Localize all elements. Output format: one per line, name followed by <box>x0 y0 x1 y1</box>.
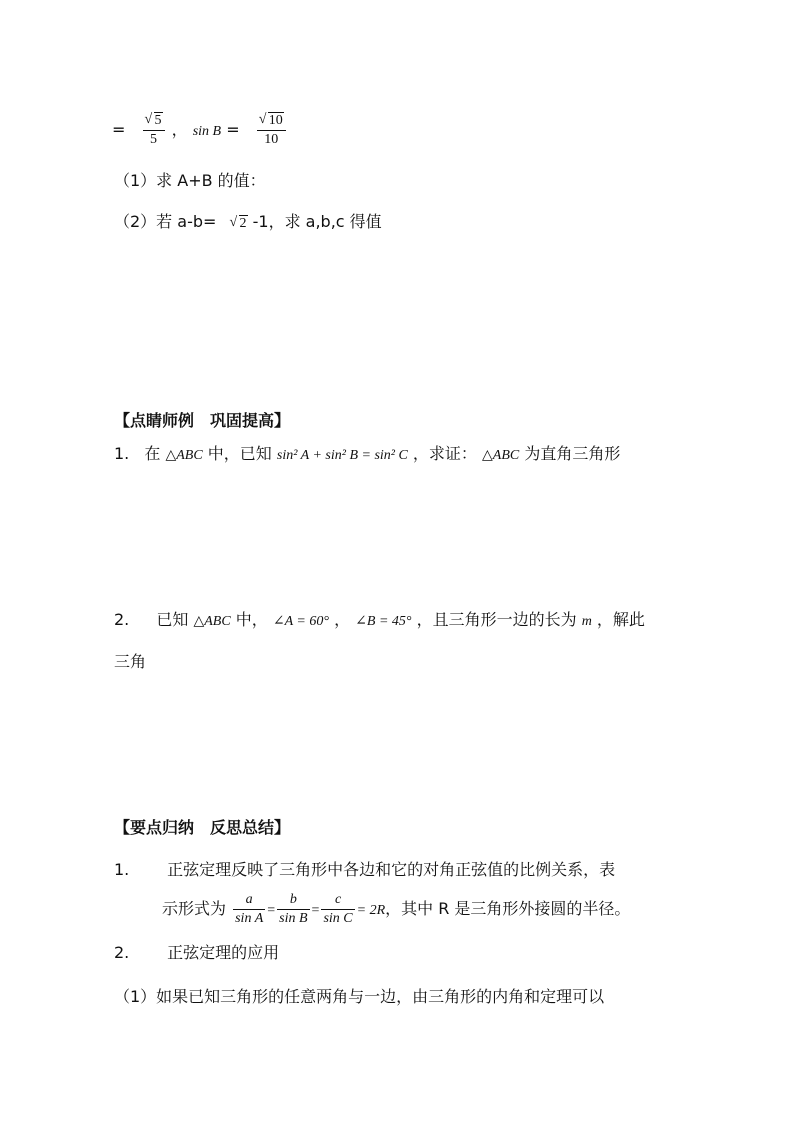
equals-sign-2: = <box>226 120 240 139</box>
problem-1-number: 1. <box>114 444 130 463</box>
summary-1-line-1 <box>114 859 615 881</box>
angle-b: ∠B = 45° <box>355 614 412 629</box>
problem-2-number: 2. <box>114 610 130 629</box>
text: 在 <box>144 444 161 463</box>
text: ，求证： <box>412 444 477 463</box>
text: 中， <box>235 610 268 629</box>
equals-sign: = <box>112 120 126 139</box>
summary-2-number: 2. <box>114 943 130 962</box>
question-2 <box>114 211 382 235</box>
question-2-suffix: -1，求 a,b,c 得值 <box>252 212 382 231</box>
text: 为直角三角形 <box>524 444 621 463</box>
problem-2-continued: 三角 <box>114 652 147 671</box>
side-m: m <box>581 614 592 629</box>
angle-a: ∠A = 60° <box>272 614 329 629</box>
summary-1-line-2: 示形式为 $\frac{a}{\text{sin A}}$ = $\frac{b}{\text{sin B}}$ = $\frac{c}{\text{sin C}}$ = 2R，其中 R 是三角形外接圆的半径。 <box>162 892 631 926</box>
text: 中，已知 <box>207 444 272 463</box>
fraction-c-over-sinC: $\frac{c}{\text{sin C}}$ <box>323 892 353 926</box>
equals-2R: = 2R <box>356 903 386 918</box>
text: ，解此 <box>596 610 645 629</box>
summary-3: （1）如果已知三角形的任意两角与一边，由三角形的内角和定理可以 <box>114 987 605 1006</box>
triangle-abc: △ABC <box>193 614 231 629</box>
fraction-sqrt10-over-10: √ $\frac{10}{10}$ <box>257 112 286 149</box>
triangle-abc: △ABC <box>482 448 520 463</box>
problem-1 <box>114 443 620 467</box>
sine-squared-equation: sin² A + sin² B = sin² C <box>276 448 408 463</box>
text: 示形式为 <box>162 899 227 918</box>
section-heading-examples: 【点睛师例 巩固提高】 <box>114 411 291 430</box>
text: ，其中 R 是三角形外接圆的半径。 <box>385 899 631 918</box>
summary-2 <box>114 942 279 964</box>
text: ， <box>334 610 351 629</box>
problem-2 <box>114 609 645 633</box>
sqrt-2: √ 2 <box>230 213 248 235</box>
section-heading-summary: 【要点归纳 反思总结】 <box>114 818 291 837</box>
sinB-label: sin B <box>192 124 222 139</box>
fraction-a-over-sinA: $\frac{a}{\text{sin A}}$ <box>235 892 264 926</box>
text: 正弦定理反映了三角形中各边和它的对角正弦值的比例关系，表 <box>167 860 616 879</box>
fraction-b-over-sinB: $\frac{b}{\text{sin B}}$ <box>279 892 308 926</box>
triangle-abc: △ABC <box>165 448 203 463</box>
text: 正弦定理的应用 <box>167 943 280 962</box>
comma: ， <box>171 120 188 139</box>
fraction-sqrt5-over-5: √ $\frac{5}{5}$ <box>143 112 165 149</box>
top-equation-line <box>112 112 288 149</box>
summary-1-number: 1. <box>114 860 130 879</box>
text: 已知 <box>156 610 189 629</box>
text: ，且三角形一边的长为 <box>416 610 577 629</box>
question-2-prefix: （2）若 a-b= <box>114 212 217 231</box>
question-1: （1）求 A+B 的值： <box>114 171 266 190</box>
